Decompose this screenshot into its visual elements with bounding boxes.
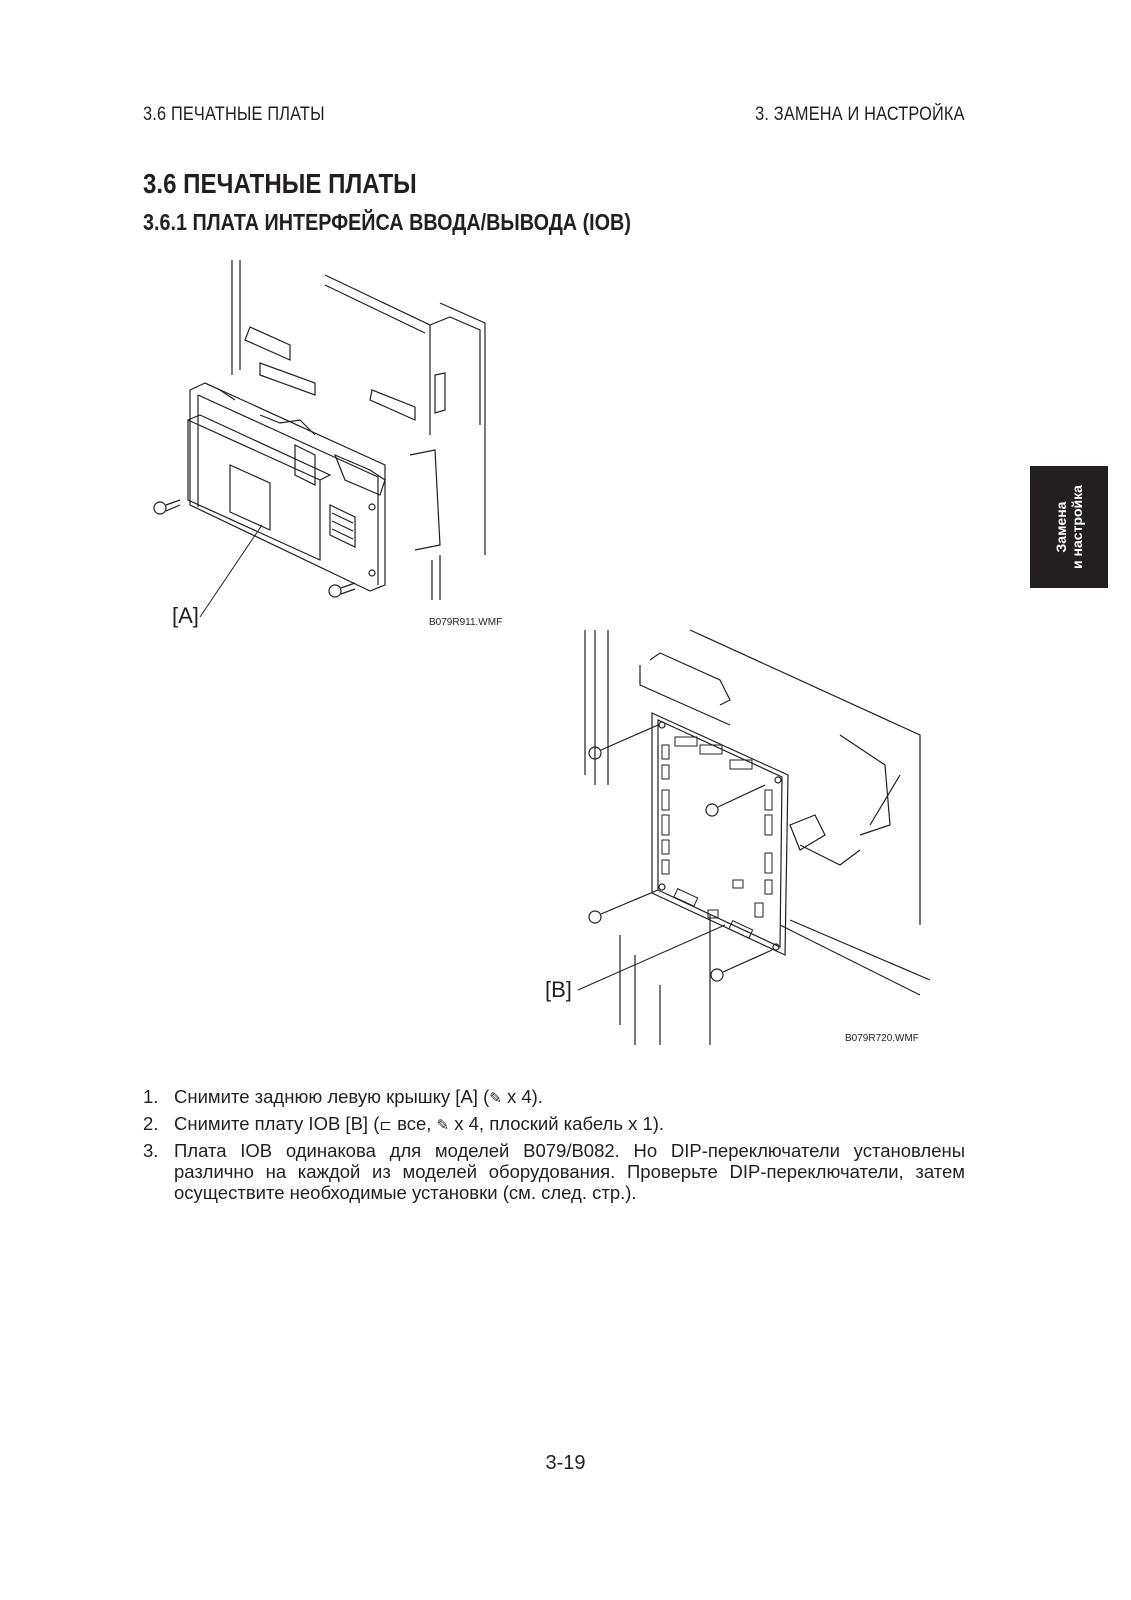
step-text: Плата IOB одинакова для моделей B079/B082. Но DIP-переключатели установлены различно на каждой из моделей оборудования. Проверьте DIP-переключатели, затем осуществите необходимые установки (см. след. стр.). — [174, 1140, 965, 1203]
running-header-right: 3. ЗАМЕНА И НАСТРОЙКА — [755, 104, 965, 125]
side-tab-line1: Замена — [1053, 501, 1069, 553]
step-text: x 4). — [501, 1086, 543, 1107]
figure-iob-board — [540, 625, 940, 1045]
figure-label-b: [B] — [545, 977, 572, 1002]
procedure-steps — [143, 1086, 965, 1207]
step-item — [143, 1086, 965, 1109]
step-item — [143, 1113, 965, 1136]
step-number: 3. — [143, 1140, 159, 1161]
step-text: x 4, плоский кабель x 1). — [449, 1113, 665, 1134]
page-number: 3-19 — [545, 1452, 586, 1474]
screw-icon: ✎ — [436, 1117, 450, 1134]
step-text: Снимите заднюю левую крышку [A] ( — [174, 1086, 490, 1107]
screw-icon: ✎ — [489, 1090, 502, 1107]
iob-board-illustration — [540, 625, 940, 1045]
step-text: Снимите плату IOB [B] ( — [174, 1113, 380, 1134]
step-number: 2. — [143, 1113, 159, 1134]
step-text: все, — [391, 1113, 437, 1134]
side-tab-line2: и настройка — [1069, 485, 1085, 569]
figure-code-1: B079R911.WMF — [429, 617, 503, 628]
figure-code-2: B079R720.WMF — [845, 1033, 919, 1044]
step-number: 1. — [143, 1086, 159, 1107]
chapter-side-tab — [1030, 466, 1108, 588]
rear-cover-illustration — [140, 255, 540, 635]
subsection-title: 3.6.1 ПЛАТА ИНТЕРФЕЙСА ВВОДА/ВЫВОДА (IOB) — [143, 209, 631, 235]
figure-rear-cover — [140, 255, 540, 635]
section-title: 3.6 ПЕЧАТНЫЕ ПЛАТЫ — [143, 168, 417, 199]
figure-label-a: [A] — [172, 603, 199, 628]
connector-icon: ⊏ — [379, 1117, 392, 1134]
running-header-left: 3.6 ПЕЧАТНЫЕ ПЛАТЫ — [143, 104, 325, 125]
step-item — [143, 1140, 965, 1203]
